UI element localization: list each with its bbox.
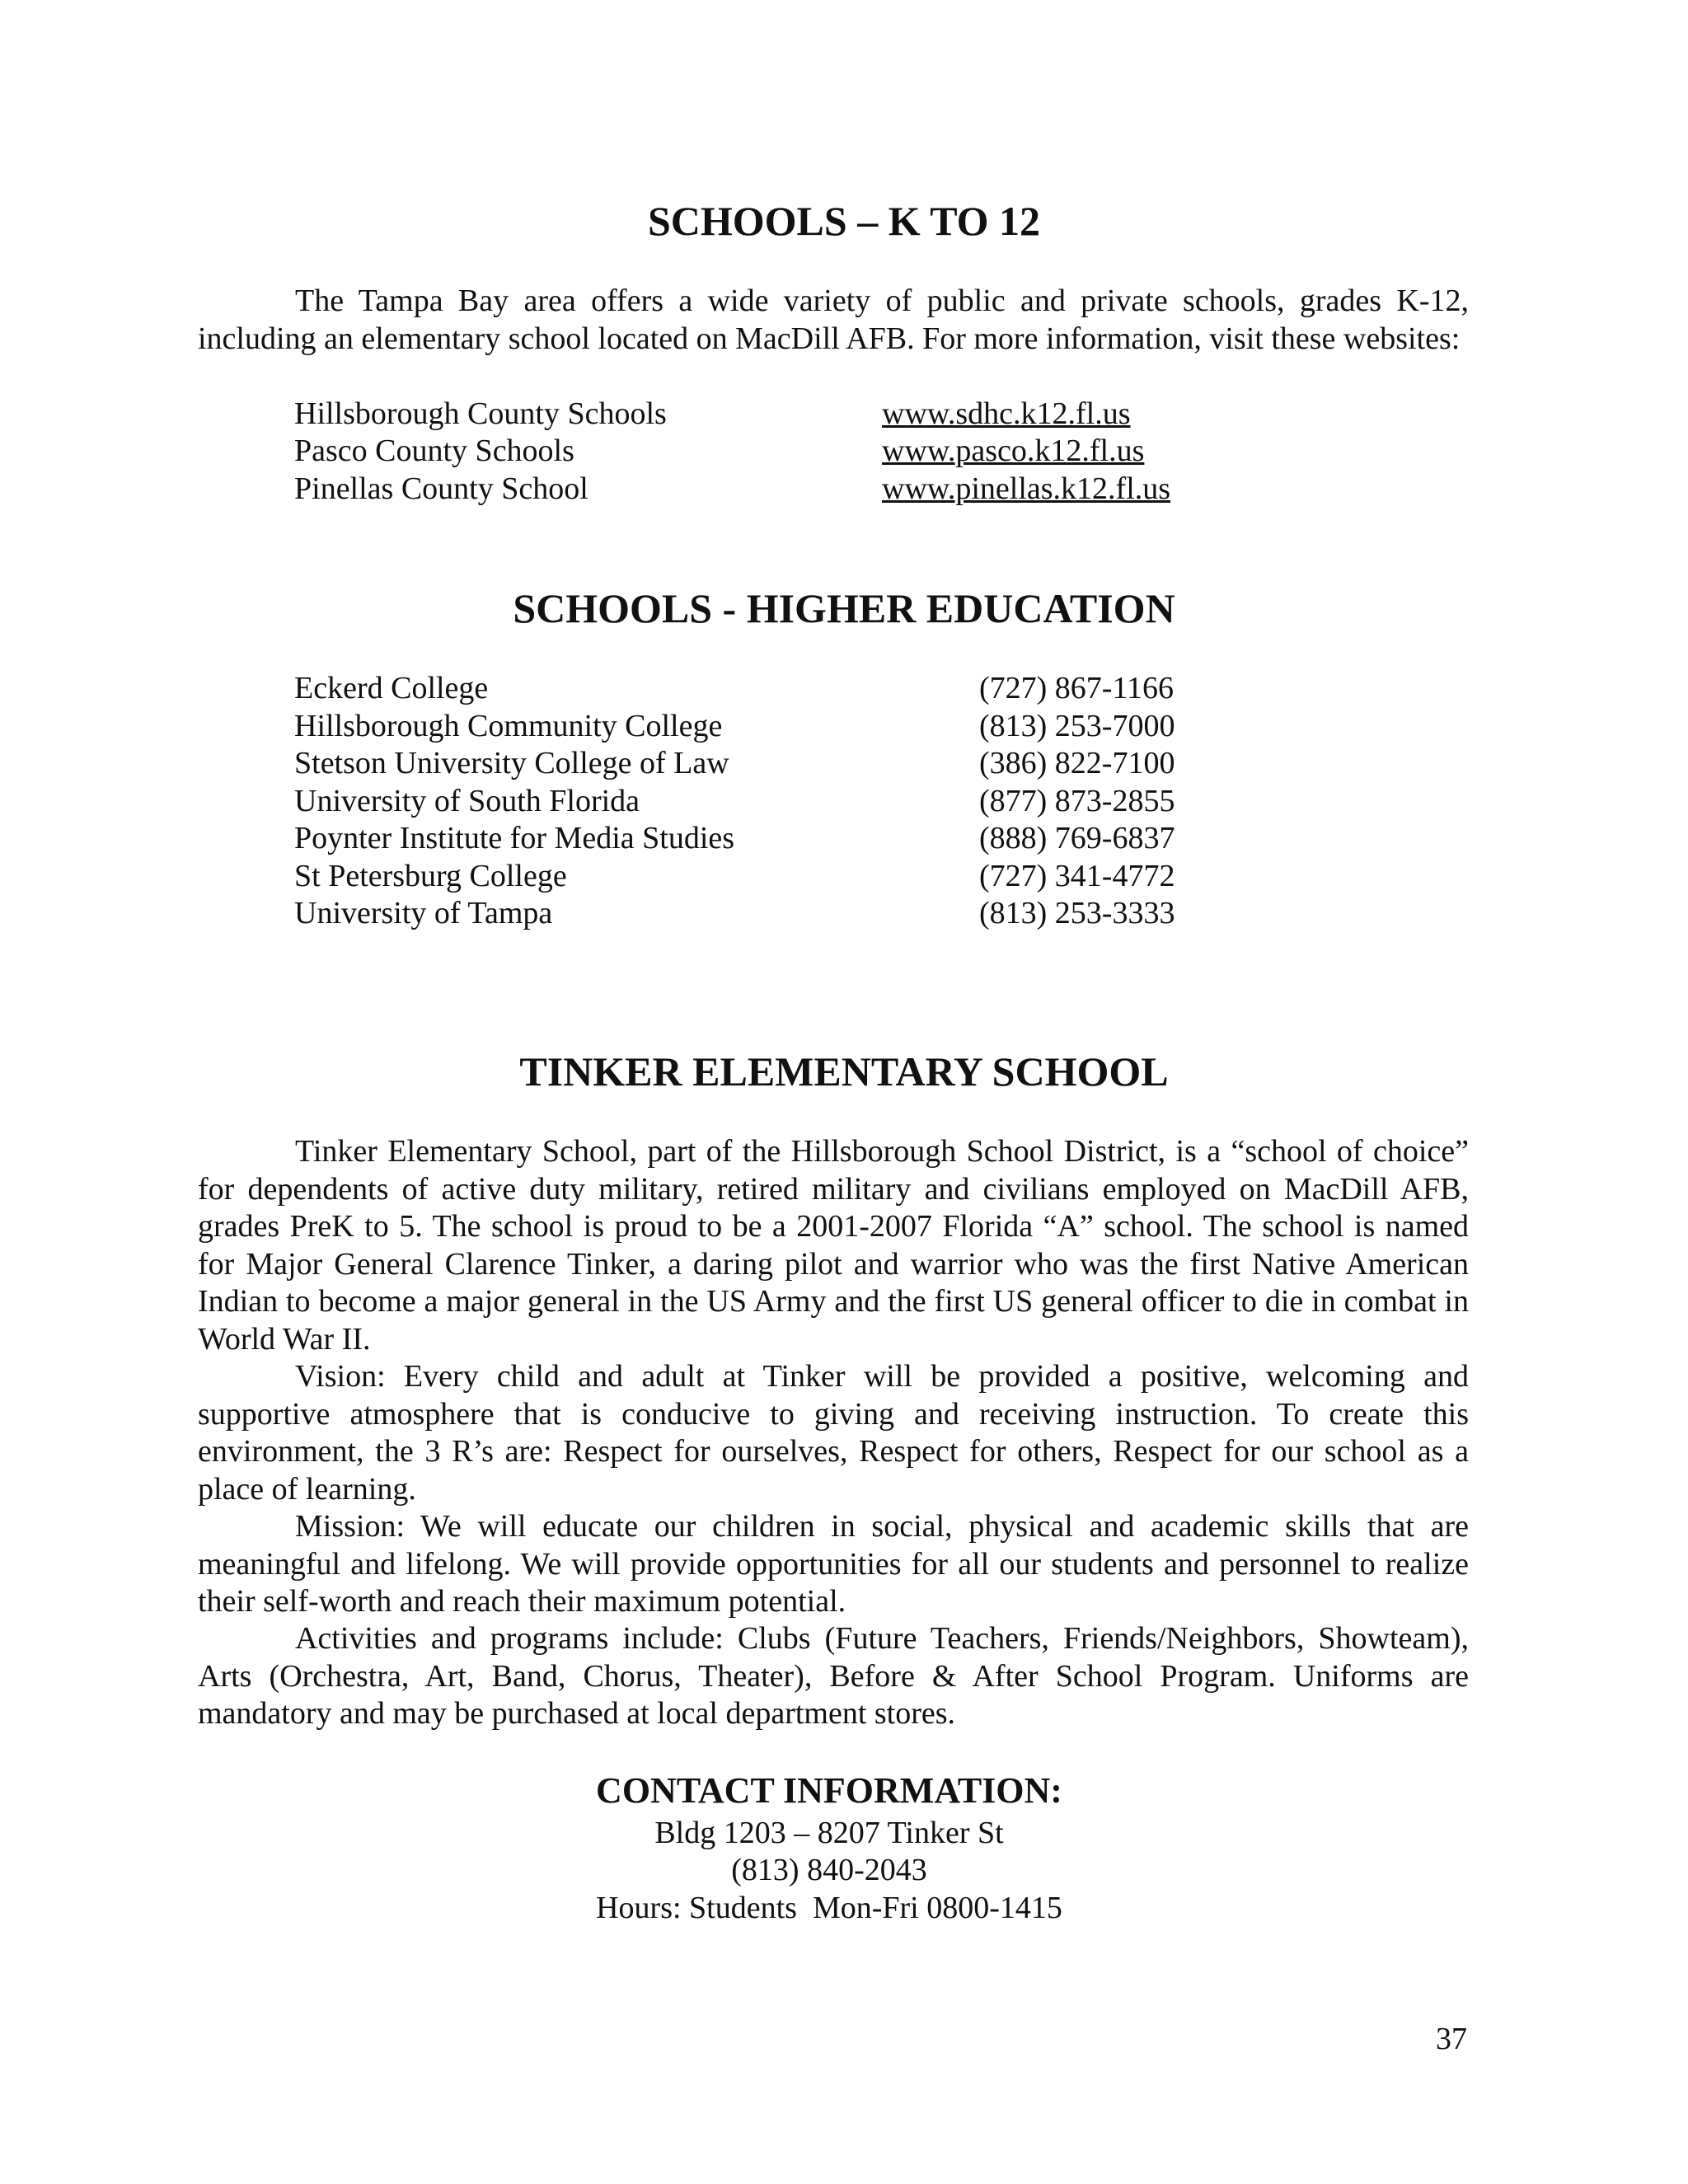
higher-ed-school-name: Poynter Institute for Media Studies — [294, 821, 735, 855]
higher-ed-school-name: University of Tampa — [294, 896, 553, 930]
higher-ed-school-phone: (888) 769-6837 — [979, 821, 1175, 855]
higher-ed-school-phone: (813) 253-7000 — [979, 709, 1175, 743]
page-number: 37 — [1436, 2022, 1467, 2056]
k12-school-link[interactable]: www.pasco.k12.fl.us — [882, 434, 1145, 468]
higher-ed-heading: SCHOOLS - HIGHER EDUCATION — [513, 585, 1175, 631]
k12-school-link[interactable]: www.pinellas.k12.fl.us — [882, 471, 1171, 506]
higher-ed-school-phone: (877) 873-2855 — [979, 784, 1175, 818]
k12-school-name: Pasco County Schools — [294, 434, 574, 468]
higher-ed-school-phone: (386) 822-7100 — [979, 746, 1175, 780]
tinker-mission-paragraph: Mission: We will educate our children in social, physical and academic skills that are meaningful and lifelong. We will provide opportunities for all our students and personnel to realize their self-worth and reach their maximum potential. — [198, 1509, 1469, 1619]
contact-heading: CONTACT INFORMATION: — [596, 1770, 1062, 1811]
tinker-heading: TINKER ELEMENTARY SCHOOL — [519, 1048, 1169, 1094]
contact-address: Bldg 1203 – 8207 Tinker St — [654, 1816, 1004, 1850]
higher-ed-school-phone: (727) 867-1166 — [979, 671, 1175, 705]
contact-hours: Hours: Students Mon-Fri 0800-1415 — [596, 1891, 1062, 1925]
tinker-activities-paragraph: Activities and programs include: Clubs (Future Teachers, Friends/Neighbors, Showteam), Arts (Orchestra, Art, Band, Chorus, Theater), Before & After School Program. Uniforms are mandatory and may be purchased at local department stores. — [198, 1621, 1469, 1731]
k12-heading: SCHOOLS – K TO 12 — [647, 198, 1041, 244]
tinker-vision-paragraph: Vision: Every child and adult at Tinker will be provided a positive, welcoming and supportive atmosphere that is conducive to giving and receiving instruction. To create this environment, the 3 R’s are: Respect for ourselves, Respect for others, Respect for our school as a place of learning. — [198, 1359, 1469, 1507]
k12-intro-paragraph: The Tampa Bay area offers a wide variety of public and private schools, grades K-12, including an elementary school located on MacDill AFB. For more information, visit these websites: — [198, 284, 1469, 356]
contact-phone: (813) 840-2043 — [731, 1853, 927, 1887]
k12-school-link[interactable]: www.sdhc.k12.fl.us — [882, 396, 1131, 431]
higher-ed-school-name: Eckerd College — [294, 671, 489, 705]
higher-ed-school-name: Stetson University College of Law — [294, 746, 729, 780]
higher-ed-school-name: Hillsborough Community College — [294, 709, 723, 743]
higher-ed-school-name: St Petersburg College — [294, 859, 567, 893]
higher-ed-school-name: University of South Florida — [294, 784, 640, 818]
tinker-intro-paragraph: Tinker Elementary School, part of the Hillsborough School District, is a “school of choice” for dependents of active duty military, retired military and civilians employed on MacDill AFB, grades PreK to 5. The school is proud to be a 2001-2007 Florida “A” school. The school is named for Major General Clarence Tinker, a daring pilot and warrior who was the first Native American Indian to become a major general in the US Army and the first US general officer to die in combat in World War II. — [198, 1134, 1469, 1357]
k12-school-name: Hillsborough County Schools — [294, 396, 667, 431]
higher-ed-school-phone: (727) 341-4772 — [979, 859, 1175, 893]
k12-school-name: Pinellas County School — [294, 471, 588, 506]
higher-ed-school-phone: (813) 253-3333 — [979, 896, 1175, 930]
